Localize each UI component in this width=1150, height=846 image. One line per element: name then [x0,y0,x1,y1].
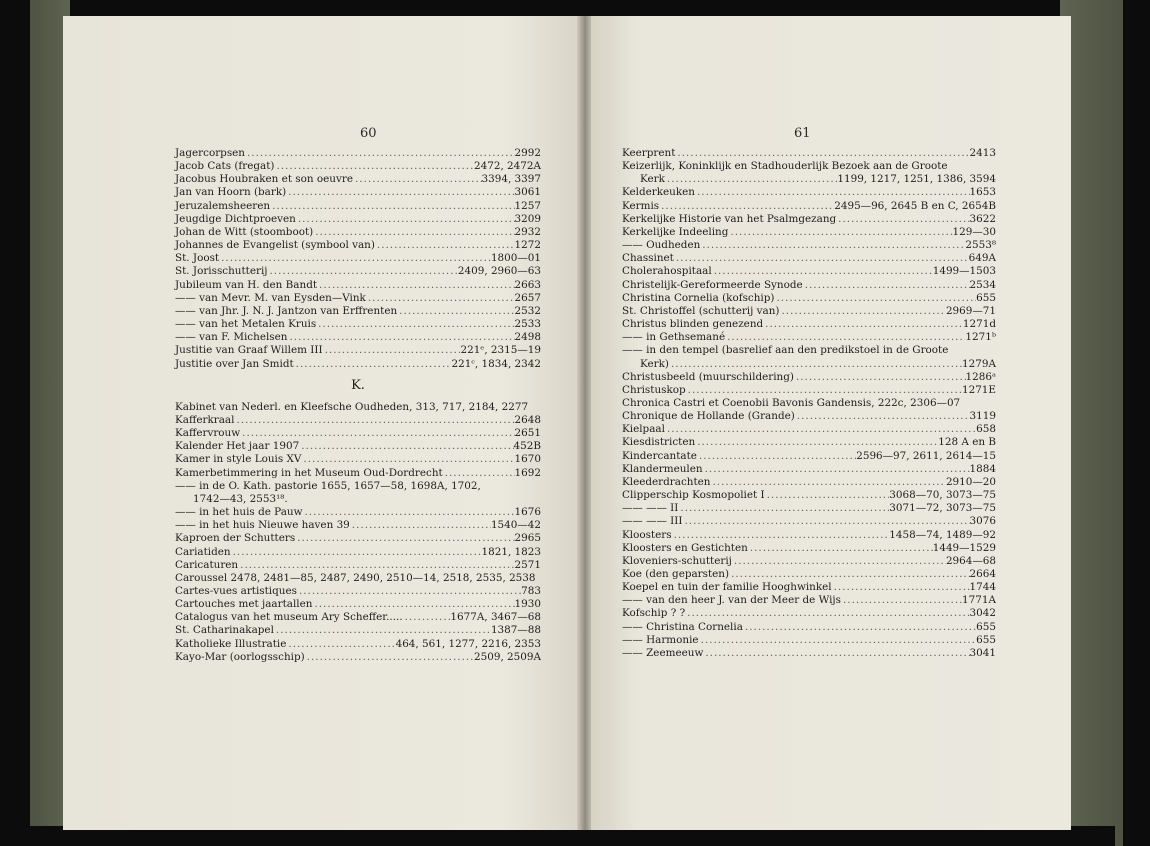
index-entry [622,200,996,213]
page-number: 61 [794,126,811,141]
dot-leader [729,568,969,581]
index-entry [175,559,541,572]
entry-term: Koe (den geparsten) [622,568,730,580]
dot-leader [286,638,395,651]
dot-leader [669,358,962,371]
entry-term: Caricaturen [175,558,239,571]
index-entry: Caroussel 2478, 2481—85, 2487, 2490, 2510—14, 2518, 2535, 2538 [175,571,536,584]
entry-reference: 2964—68 [945,554,996,567]
dot-leader [699,634,977,647]
entry-reference: 2509, 2509A [474,650,541,663]
entry-term: —— in Gethsemané [622,331,726,344]
entry-term: Jeugdige Dichtproeven [175,212,296,225]
entry-term: Jacobus Houbraken et son oeuvre [175,173,353,186]
entry-reference: 2932 [514,225,541,238]
index-entry [175,414,541,427]
entry-reference: 2651 [514,427,541,440]
index-entry: —— in de O. Kath. pastorie 1655, 1657—58, 1698A, 1702, [175,479,481,492]
entry-term: Kloosters en Gestichten [622,541,748,554]
entry-reference: 3061 [514,186,541,199]
entry-term: —— —— III [622,515,683,528]
entry-term: St. Jorisschutterij [175,265,268,278]
entry-term: Christelijk-Gereformeerde Synode [622,278,803,291]
entry-term: Justitie van Graaf Willem III [175,344,323,357]
entry-reference: 1272 [514,239,541,252]
entry-reference: 2472, 2472A [474,160,541,173]
index-entry [175,226,541,239]
dot-leader [323,344,461,357]
index-entry [175,265,541,278]
entry-term: Kayo-Mar (oorlogsschip) [175,650,305,663]
entry-term: —— in het huis de Pauw [175,506,303,519]
index-column [175,147,541,664]
entry-reference: 1458—74, 1489—92 [889,528,996,541]
entry-term: Kamerbetimmering in het Museum Oud-Dordrecht [175,466,443,479]
index-entry [622,173,996,186]
index-entry [622,489,996,502]
dot-leader [366,292,515,305]
entry-reference: 1271E [961,383,996,396]
index-entry [622,186,996,199]
index-entry [622,502,996,515]
entry-reference: 3068—70, 3073—75 [889,489,996,502]
dot-leader [748,542,933,555]
dot-leader [795,410,970,423]
entry-term: —— van Mevr. M. van Eysden—Vink [175,291,366,304]
entry-term: Chassinet [622,252,674,265]
entry-reference: 2992 [514,147,541,159]
dot-leader [682,515,969,528]
dot-leader [803,279,970,292]
entry-term: Kafferkraal [175,413,235,426]
entry-term: St. Catharinakapel [175,624,274,637]
index-entry [622,423,996,436]
entry-term: St. Christoffel (schutterij van) [622,304,780,317]
dot-leader [678,502,889,515]
entry-term: Catalogus van het museum Ary Scheffer..... [175,611,403,624]
dot-leader [270,200,514,213]
section-heading: K. [351,377,365,393]
index-entry [622,292,996,305]
entry-reference: 2648 [514,413,541,426]
entry-reference: 3071—72, 3073—75 [889,502,996,515]
index-entry [622,476,996,489]
entry-reference: 1884 [969,462,996,475]
entry-term: —— Harmonie [622,633,699,646]
entry-term: Kaffervrouw [175,427,241,440]
entry-term: Jubileum van H. den Bandt [175,278,318,291]
dot-leader [443,467,515,480]
entry-reference: 2664 [969,568,996,580]
dot-leader [703,463,970,476]
dot-leader [295,532,514,545]
index-entry [622,555,996,568]
entry-term: Jacob Cats (fregat) [175,160,275,173]
index-entry [175,213,541,226]
index-entry: —— in den tempel (basrelief aan den predikstoel in de Groote [622,344,949,357]
dot-leader [672,529,890,542]
entry-reference: 2532 [514,304,541,317]
index-entry [622,634,996,647]
left-page [63,16,580,830]
dot-leader [765,489,890,502]
entry-term: Kerkelijke Indeeling [622,225,729,238]
entry-reference: 783 [521,585,541,597]
entry-reference: 464, 561, 1277, 2216, 2353 [395,637,541,650]
dot-leader [305,651,474,664]
index-entry [622,252,996,265]
index-entry [175,427,541,440]
entry-term: —— van F. Michelsen [175,331,288,344]
index-entry [175,453,541,466]
entry-term: —— van het Metalen Kruis [175,318,317,331]
index-entry [175,651,541,664]
index-entry [622,213,996,226]
dot-leader [743,621,976,634]
entry-term: Christuskop [622,383,686,396]
index-entry [175,506,541,519]
entry-term: Kofschip ? ? [622,607,686,620]
entry-reference: 2910—20 [945,475,996,488]
entry-reference: 3076 [969,515,996,528]
entry-term: Justitie over Jan Smidt [175,357,294,370]
dot-leader [403,611,451,624]
dot-leader [274,160,474,173]
entry-reference: 1653 [969,186,996,199]
entry-term: Kloveniers-schutterij [622,554,732,567]
dot-leader [703,647,969,660]
entry-reference: 2413 [969,147,996,159]
index-entry [622,318,996,331]
entry-term: Kerk [640,173,665,186]
index-entry [175,440,541,453]
entry-reference: 221ᵉ, 2315—19 [460,344,541,357]
entry-term: Johan de Witt (stoomboot) [175,225,314,238]
dot-leader [712,265,933,278]
dot-leader [296,213,515,226]
dot-leader [353,173,482,186]
index-entry [622,371,996,384]
index-entry [622,436,996,449]
entry-term: Cholerahospitaal [622,265,712,278]
dot-leader [294,358,452,371]
entry-reference: 2533 [514,318,541,331]
entry-term: Kerk) [640,357,669,370]
index-entry [622,647,996,660]
page-number: 60 [360,126,377,141]
index-entry [175,638,541,651]
index-entry [622,226,996,239]
index-entry: 1742—43, 2553¹⁸. [193,492,288,505]
entry-reference: 655 [976,633,996,646]
index-entry [622,463,996,476]
entry-term: Kielpaal [622,423,665,436]
dot-leader [397,305,514,318]
entry-reference: 658 [976,423,996,436]
entry-reference: 1279A [962,357,996,370]
entry-term: Christus blinden genezend [622,318,764,331]
index-entry [622,607,996,620]
entry-reference: 1271d [962,318,996,331]
entry-term: Cartouches met jaartallen [175,598,313,611]
dot-leader [665,173,837,186]
entry-reference: 3394, 3397 [481,173,541,186]
entry-reference: 2965 [514,532,541,545]
dot-leader [299,440,513,453]
entry-reference: 129—30 [952,225,996,238]
index-entry [175,147,541,160]
entry-reference: 2571 [514,558,541,571]
dot-leader [685,607,969,620]
entry-reference: 3622 [969,212,996,225]
entry-term: —— Zeemeeuw [622,646,704,659]
dot-leader [313,226,514,239]
entry-term: Kleederdrachten [622,475,711,488]
index-entry [622,331,996,344]
entry-reference: 1800—01 [490,252,541,265]
entry-reference: 1257 [514,199,541,212]
dot-leader [350,519,491,532]
index-entry [175,279,541,292]
entry-reference: 2969—71 [945,304,996,317]
entry-reference: 2534 [969,278,996,291]
entry-reference: 1271ᵇ [965,331,996,344]
entry-term: St. Joost [175,252,220,265]
index-entry [622,279,996,292]
index-entry [622,147,996,160]
dot-leader [695,186,970,199]
entry-term: Kelderkeuken [622,186,695,199]
dot-leader [695,436,938,449]
dot-leader [697,450,856,463]
dot-leader [317,279,515,292]
index-entry [175,292,541,305]
dot-leader [674,252,969,265]
entry-term: Chronique de Hollande (Grande) [622,410,795,423]
entry-term: Kerkelijke Historie van het Psalmgezang [622,212,837,225]
index-entry [622,581,996,594]
index-entry [622,239,996,252]
entry-reference: 1199, 1217, 1251, 1386, 3594 [837,173,996,186]
index-entry [622,410,996,423]
entry-term: Clipperschip Kosmopoliet I [622,489,765,502]
index-entry [622,305,996,318]
dot-leader [375,239,515,252]
index-entry [175,186,541,199]
dot-leader [302,506,514,519]
entry-term: Klandermeulen [622,462,703,475]
dot-leader [316,318,514,331]
index-entry [175,160,541,173]
dot-leader [219,252,491,265]
index-entry [175,546,541,559]
entry-reference: 1670 [514,453,541,466]
entry-reference: 2657 [514,291,541,304]
index-entry [175,344,541,357]
entry-term: Kaproen der Schutters [175,532,296,545]
entry-reference: 1692 [514,466,541,479]
index-entry [622,265,996,278]
entry-term: —— —— II [622,502,679,515]
entry-reference: 2495—96, 2645 B en C, 2654B [834,199,996,212]
index-entry [622,621,996,634]
index-entry [175,532,541,545]
index-entry [622,568,996,581]
index-entry: Keizerlijk, Koninklijk en Stadhouderlijk Bezoek aan de Groote [622,160,948,173]
dot-leader [700,239,965,252]
entry-term: Christina Cornelia (kofschip) [622,291,775,304]
entry-reference: 2553⁸ [965,239,996,252]
entry-reference: 2498 [514,331,541,344]
entry-reference: 2409, 2960—63 [457,265,541,278]
dot-leader [774,292,976,305]
entry-reference: 1676 [514,506,541,519]
dot-leader [675,147,969,160]
dot-leader [286,186,514,199]
index-entry [175,239,541,252]
entry-term: Cariatiden [175,545,231,558]
entry-reference: 1540—42 [490,519,541,532]
entry-reference: 128 A en B [938,436,996,449]
entry-reference: 221ᶜ, 1834, 2342 [451,357,541,370]
entry-term: —— in het huis Nieuwe haven 39 [175,519,350,532]
dot-leader [665,423,976,436]
dot-leader [301,453,514,466]
dot-leader [659,200,834,213]
index-entry [175,611,541,624]
entry-term: Kermis [622,199,660,212]
entry-term: Johannes de Evangelist (symbool van) [175,239,375,252]
dot-leader [686,384,962,397]
entry-term: Christusbeeld (muurschildering) [622,370,794,383]
entry-reference: 3119 [969,410,996,423]
dot-leader [779,305,945,318]
entry-reference: 655 [976,620,996,633]
index-entry [622,542,996,555]
entry-reference: 1387—88 [490,624,541,637]
index-entry [175,318,541,331]
entry-reference: 1286ᵃ [965,370,996,383]
index-entry [622,515,996,528]
entry-reference: 1771A [962,594,996,607]
entry-term: Cartes-vues artistiques [175,585,297,597]
dot-leader [836,213,969,226]
dot-leader [231,546,482,559]
index-entry [175,200,541,213]
entry-reference: 655 [976,291,996,304]
index-entry [175,585,541,598]
index-entry [175,173,541,186]
entry-term: —— Oudheden [622,239,701,252]
entry-term: —— Christina Cornelia [622,620,743,633]
dot-leader [268,265,458,278]
index-entry [175,252,541,265]
index-entry [622,450,996,463]
book-cover-right [1060,0,1150,846]
dot-leader [287,331,514,344]
entry-reference: 2663 [514,278,541,291]
dot-leader [312,598,514,611]
entry-term: Katholieke Illustratie [175,637,287,650]
entry-term: Kloosters [622,528,672,541]
index-entry [175,598,541,611]
right-page [591,16,1071,830]
index-column [622,147,996,660]
dot-leader [245,147,515,160]
entry-reference: 649A [968,252,996,265]
dot-leader [240,427,514,440]
index-entry [622,384,996,397]
entry-reference: 2596—97, 2611, 2614—15 [856,449,996,462]
dot-leader [234,414,514,427]
entry-term: Kindercantate [622,449,697,462]
entry-reference: 3209 [514,212,541,225]
entry-term: Kamer in style Louis XV [175,453,302,466]
entry-reference: 1449—1529 [932,541,996,554]
entry-reference: 1499—1503 [932,265,996,278]
index-entry [175,305,541,318]
entry-reference: 3042 [969,607,996,620]
index-entry [175,331,541,344]
dot-leader [728,226,952,239]
index-entry [622,594,996,607]
entry-term: —— van den heer J. van der Meer de Wijs [622,594,841,607]
index-entry [175,624,541,637]
dot-leader [725,331,965,344]
entry-term: Kalender Het jaar 1907 [175,440,300,453]
entry-term: —— van Jhr. J. N. J. Jantzon van Erffrenten [175,304,398,317]
book-cover-left [0,0,70,846]
index-entry [175,519,541,532]
dot-leader [832,581,970,594]
entry-term: Jan van Hoorn (bark) [175,186,287,199]
entry-term: Jeruzalemsheeren [175,199,271,212]
index-entry: Chronica Castri et Coenobii Bavonis Gandensis, 222c, 2306—07 [622,396,961,409]
dot-leader [841,594,962,607]
entry-reference: 1930 [514,598,541,611]
dot-leader [297,585,521,598]
entry-reference: 1677A, 3467—68 [450,611,541,624]
entry-term: Kiesdistricten [622,436,696,449]
dot-leader [238,559,514,572]
dot-leader [732,555,946,568]
entry-reference: 452B [513,440,541,453]
index-entry [622,358,996,371]
entry-term: Jagercorpsen [175,147,245,159]
entry-reference: 1821, 1823 [481,545,541,558]
entry-reference: 1744 [969,581,996,594]
dot-leader [711,476,946,489]
dot-leader [794,371,966,384]
entry-term: Keerprent [622,147,676,159]
dot-leader [763,318,963,331]
index-entry [175,467,541,480]
index-entry [622,529,996,542]
entry-term: Koepel en tuin der familie Hooghwinkel [622,581,832,594]
dot-leader [274,624,491,637]
index-entry: Kabinet van Nederl. en Kleefsche Oudheden, 313, 717, 2184, 2277 [175,400,529,413]
entry-reference: 3041 [969,646,996,659]
index-entry [175,358,541,371]
